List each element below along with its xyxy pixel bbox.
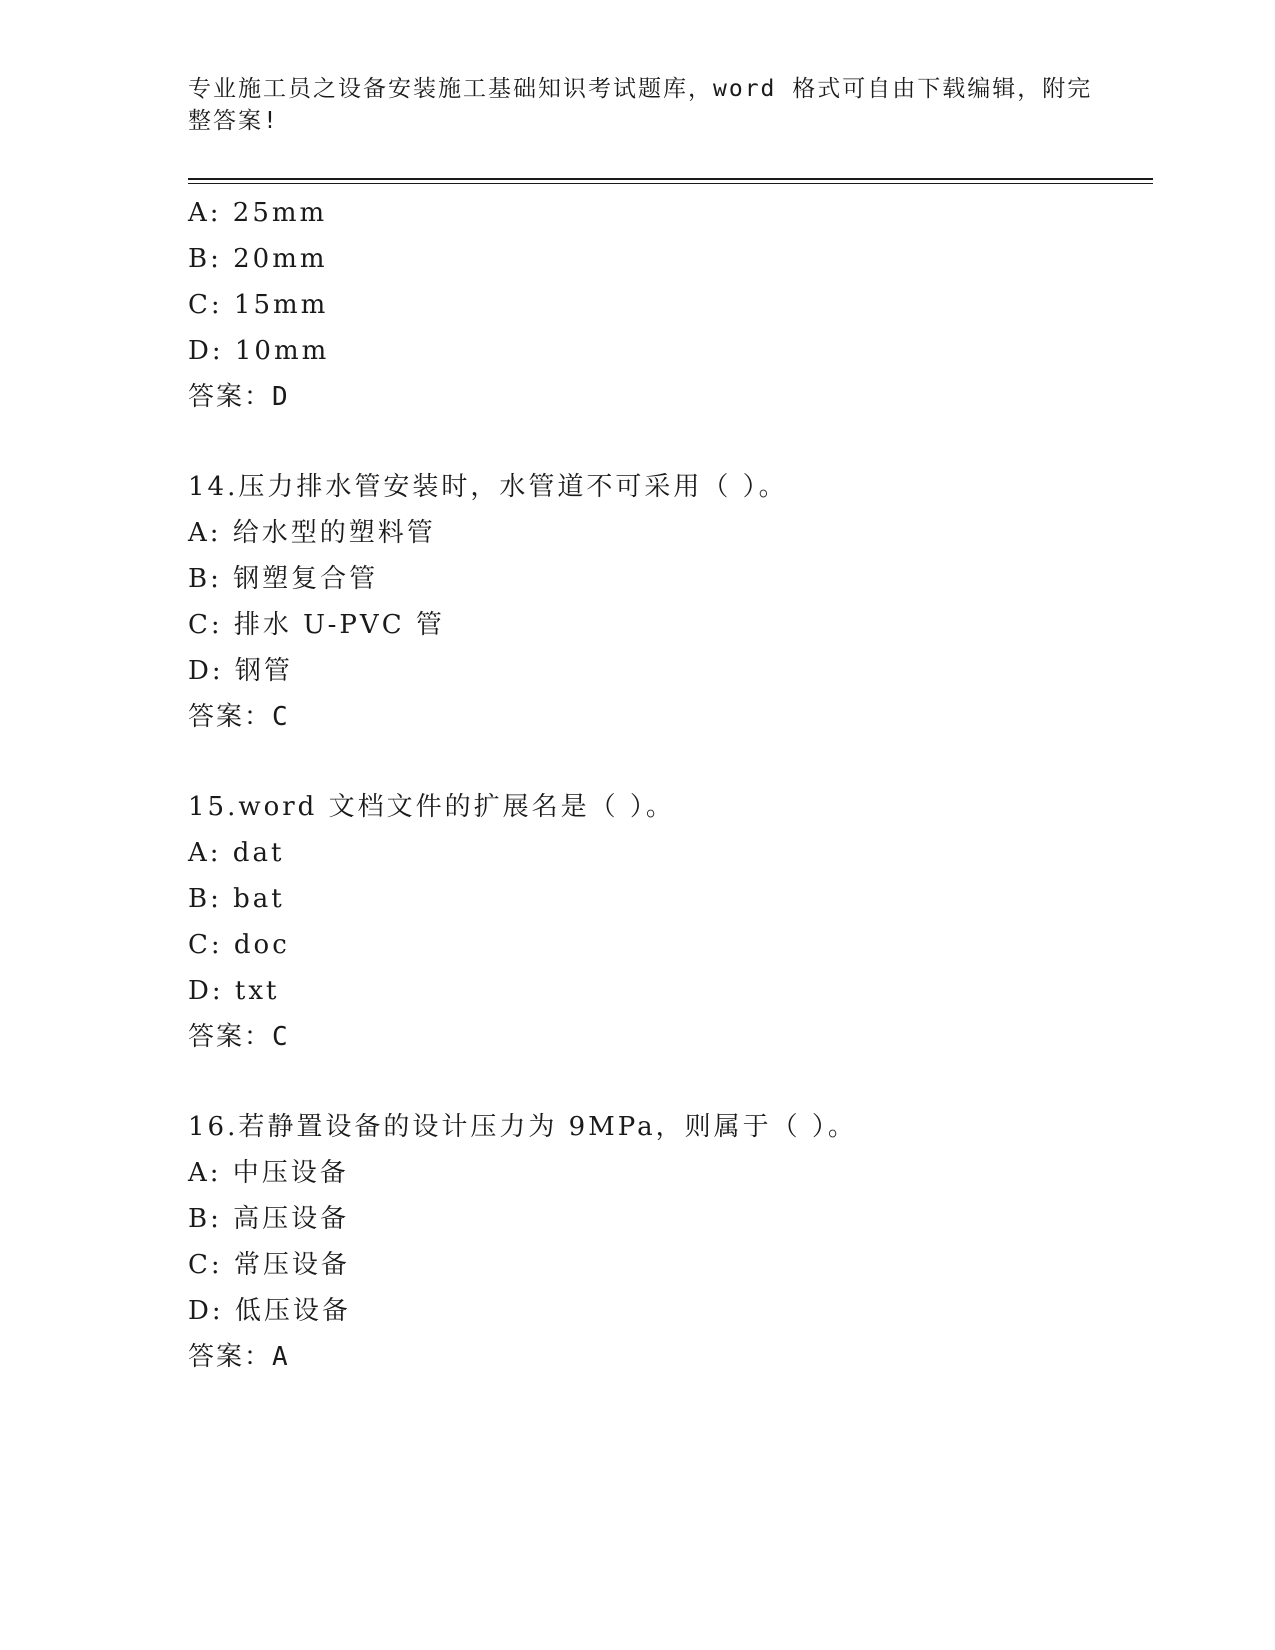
option-a: A: 给水型的塑料管 [188, 518, 436, 548]
question-text: 16.若静置设备的设计压力为 9MPa，则属于（ ）。 [188, 1112, 857, 1142]
question-13 [188, 190, 1148, 420]
answer: 答案：C [188, 702, 290, 732]
option-b: B: bat [188, 884, 285, 914]
question-text: 15.word 文档文件的扩展名是（ ）。 [188, 792, 675, 822]
question-text: 14.压力排水管安装时，水管道不可采用（ ）。 [188, 472, 788, 502]
option-b: B: 20mm [188, 244, 328, 274]
option-b: B: 钢塑复合管 [188, 564, 379, 594]
answer: 答案：C [188, 1022, 290, 1052]
option-c: C: doc [188, 930, 290, 960]
question-16 [188, 1104, 1148, 1380]
question-list [188, 190, 1148, 1380]
answer: 答案：A [188, 1342, 290, 1372]
option-c: C: 排水 U-PVC 管 [188, 610, 445, 640]
question-14 [188, 464, 1148, 740]
header-divider-thick [188, 178, 1153, 180]
header-line-2: 整答案! [188, 108, 279, 134]
option-b: B: 高压设备 [188, 1204, 350, 1234]
question-15 [188, 784, 1148, 1060]
option-c: C: 常压设备 [188, 1250, 350, 1280]
header-divider-thin [188, 183, 1153, 184]
option-a: A: 中压设备 [188, 1158, 349, 1188]
option-a: A: 25mm [188, 198, 328, 228]
option-d: D: 钢管 [188, 656, 293, 686]
option-c: C: 15mm [188, 290, 329, 320]
header-line-1: 专业施工员之设备安装施工基础知识考试题库，word 格式可自由下载编辑，附完 [188, 76, 1093, 102]
option-d: D: txt [188, 976, 280, 1006]
option-a: A: dat [188, 838, 285, 868]
option-d: D: 低压设备 [188, 1296, 351, 1326]
document-header [188, 73, 1093, 137]
answer: 答案：D [188, 382, 290, 412]
option-d: D: 10mm [188, 336, 330, 366]
